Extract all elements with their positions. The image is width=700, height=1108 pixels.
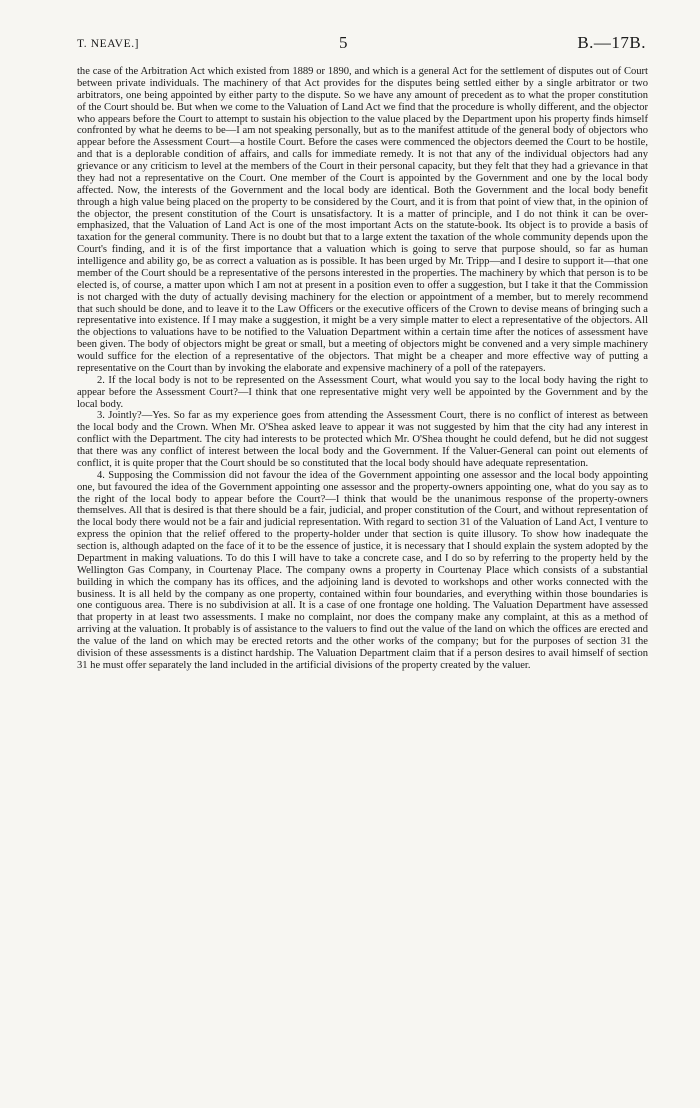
paragraph-question-4: 4. Supposing the Commission did not favour the idea of the Government appointing one assessor and the local body appointing one, but favoured the idea of the Government appointing one assessor and the property-owners appointing one, what do you say as to the right of the local body to appear before the Court?—I think that would be the unanimous response of the property-owners themselves. All that is desired is that there should be a fair, judicial, and proper constitution of the Court, and without representation of the local body there would not be a fair and judicial representation. With regard to section 31 of the Valuation of Land Act, I venture to express the opinion that the relief offered to the property-holder under that section is quite illusory. To show how inadequate the section is, although adapted on the face of it to be the essence of justice, it is necessary that I should explain the system adopted by the Department in making valuations. To do this I will have to take a concrete case, and I do so by referring to the property held by the Wellington Gas Company, in Courtenay Place. The company owns a property in Courtenay Place which consists of a substantial building in which the company has its offices, and the adjoining land is devoted to workshops and other works connected with the business. It is all held by the company as one property, contained within four boundaries, and everything within those boundaries is one contiguous area. There is no subdivision at all. It is a case of one frontage one holding. The Valuation Department have assessed that property in at least two assessments. I make no complaint, nor does the company make any complaint, at this as a method of arriving at the valuation. It probably is of assistance to the valuers to find out the value of the land on which the offices are erected and the value of the land on which may be erected retorts and the other works of the company; but for the purposes of section 31 the division of these assessments is a distinct hardship. The Valuation Department claim that if a person desires to avail himself of section 31 he must offer separately the land included in the artificial divisions of the property created by the valuer. bbox=[77, 469, 648, 671]
paragraph-question-3: 3. Jointly?—Yes. So far as my experience goes from attending the Assessment Court, there is no conflict of interest as between the local body and the Crown. When Mr. O'Shea asked leave to appear it was not suggested by him that the city had any interest in conflict with the Department. The city had interests to be protected which Mr. O'Shea thought he could defend, but he did not suggest that there was any conflict of interest between the local body and the Government. If the Valuer-General can point out elements of conflict, it is quite proper that the Court should be so constituted that the local body should have adequate representation. bbox=[77, 410, 648, 469]
page-number: 5 bbox=[339, 33, 348, 52]
paragraph-continuation: the case of the Arbitration Act which existed from 1889 or 1890, and which is a general Act for the settlement of disputes out of Court between private individuals. The machinery of that Act provides for the disputes being settled either by a single arbitrator or two arbitrators, one being appointed by either party to the dispute. So we have any amount of precedent as to what the proper constitution of the Court should be. But when we come to the Valuation of Land Act we find that the procedure is wholly different, and the objector who appears before the Court to attempt to sustain his objection to the value placed by the Department upon his property finds himself confronted by what he deems to be—I am not speaking personally, but as to the manifest attitude of the general body of objectors who appear before the Assessment Court—a hostile Court. Before the cases were commenced the objectors deemed the Court to be hostile, and that is a deplorable condition of affairs, and calls for immediate remedy. It is not that any of the individual objectors had any grievance or any criticism to level at the members of the Court in their personal capacity, but they felt that they had a grievance in that they had not a representative on the Court. One member of the Court is appointed by the Government and one by the local body affected. Now, the interests of the Government and the local body are identical. Both the Government and the local body benefit through a high value being placed on the property to be considered by the Court, and it is from that point of view that, in the opinion of the objector, the present constitution of the Court is unsatisfactory. It is a matter of principle, and I do not think it can be over-emphasized, that the Valuation of Land Act is one of the most important Acts on the statute-book. Its object is to provide a basis of taxation for the general community. There is no doubt but that to a large extent the taxation of the whole community depends upon the Court's finding, and it is of the first importance that a valuation which is going to serve that purpose should, so far as human intelligence and ability go, be as correct a valuation as is possible. It has been urged by Mr. Tripp—and I desire to support it—that one member of the Court should be a representative of the persons interested in the properties. The machinery by which that person is to be elected is, of course, a matter upon which I am not at present in a position even to offer a suggestion, but I take it that the Commission is not charged with the duty of actually devising machinery for the election or appointment of a member, but to merely recommend that such should be done, and to leave it to the Law Officers or the executive officers of the Crown to devise means of bringing such a representative into existence. If I may make a suggestion, it might be a very simple matter to elect a representative of the objectors. All the objections to valuations have to be notified to the Valuation Department within a certain time after the notices of assessment have been given. The body of objectors might be great or small, but a meeting of objectors might be convened and a very simple machinery would suffice for the election of a representative of the objectors. That might be a cheaper and more effective way of putting a representative on the Court than by invoking the elaborate and expensive machinery of a poll of the ratepayers. bbox=[77, 66, 648, 374]
paragraph-question-2: 2. If the local body is not to be represented on the Assessment Court, what would you say to the local body having the right to appear before the Assessment Court?—I think that one representative might very well be appointed by the Government and by the local body. bbox=[77, 374, 648, 410]
paper-reference: B.—17B. bbox=[577, 33, 646, 52]
header-witness-name: T. NEAVE.] bbox=[77, 38, 140, 50]
page-header bbox=[77, 28, 648, 58]
document-body bbox=[77, 66, 648, 672]
